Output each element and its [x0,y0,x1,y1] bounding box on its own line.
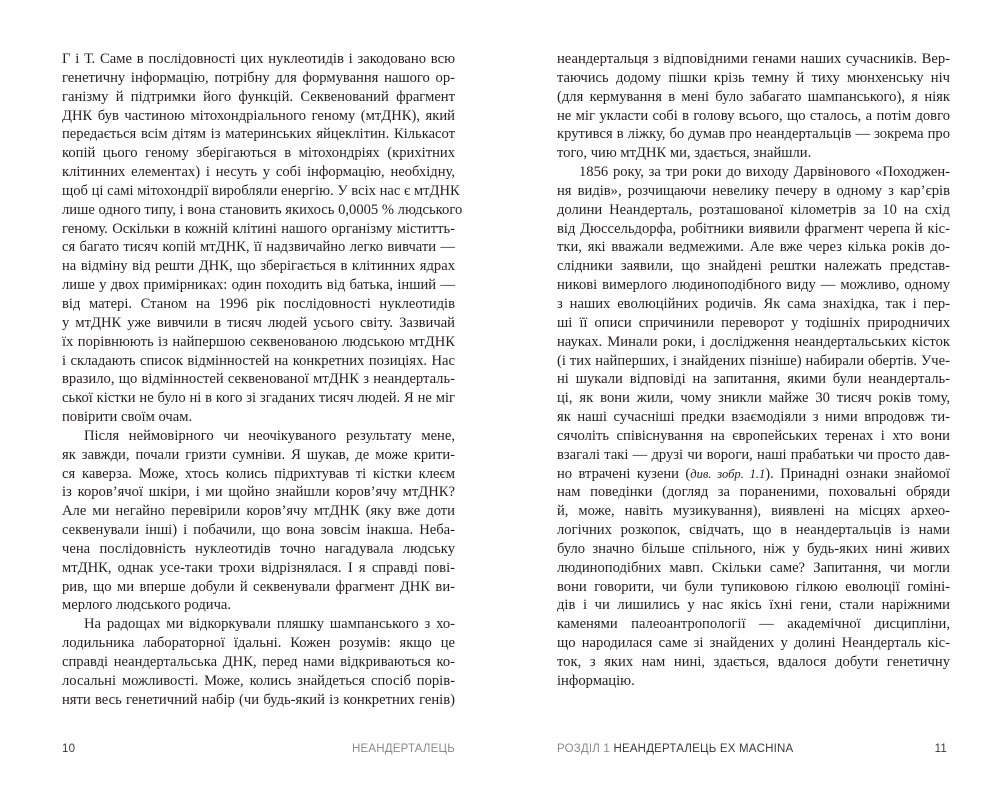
text-line: людиноподібних мавп. Скільки саме? Запитання, чи могли [557,559,950,576]
text-line: на відміну від решти ДНК, що зберігається в клітинних ядрах [62,258,455,275]
text-line: ДНК був частиною мітохондріального геному (мтДНК), який [62,107,455,124]
text-segment: ). Принадні ознаки знайомої [765,465,950,482]
text-line: ток, з яких нам нині, здається, вдалося добути генетичну [557,654,950,670]
text-line: у мтДНК уже вивчили в тисяч людей усього світу. Зазвичай [62,314,455,331]
paragraph [557,50,950,163]
text-line: слідники заявили, що знайдені рештки належать представ- [557,258,950,275]
text-line: няти весь генетичний набір (чи будь-який із конкретних генів) [62,691,455,708]
running-head: НЕАНДЕРТАЛЕЦЬ [351,743,455,755]
text-line: лодильника лабораторної їдальні. Кожен розумів: якщо це [62,635,455,652]
page-number: 11 [934,743,947,755]
text-line: долини Неандерталь, розташованої кілометрів за 10 на схід [557,201,950,218]
text-segment: но втрачені кузени ( [557,465,691,482]
text-line: вони говорити, чи були тупиковою гілкою еволюції гоміні- [557,578,950,595]
text-line: що народилася саме зі знайдених у долині Неандерталь кіс- [557,635,950,652]
text-line: нам поведінки (догляд за пораненими, поховальні обряди [557,484,950,501]
text-line: геному. Оскільки в кожній клітині нашого організму міститть- [62,220,455,237]
text-line: ня видів», розчищаючи невелику печеру в одному з кар’єрів [557,182,950,199]
text-line [557,465,950,484]
right-page-body [557,50,950,691]
text-line: таючись додому пішки крізь темну й тиху мюнхенську ніч [557,69,950,86]
figure-reference: див. зобр. 1.1 [690,466,766,481]
text-line: сячоліть співіснування на європейських теренах і хто вони [557,427,950,444]
text-line: чена послідовність нуклеотидів точно нагадувала людську [62,540,455,557]
text-line: як завжди, почали гризти сумніви. Я шукав, де може крити- [62,446,455,463]
paragraph [62,615,455,709]
text-line: взагалі такі — друзі чи вороги, наші прабатьки чи просто дав- [557,446,950,463]
text-line: клітинних елементах) і несуть у собі інформацію, необхідну, [62,164,455,181]
paragraph [62,427,455,615]
text-line: секвенували інші) і побачили, що вона зовсім інакша. Неба- [62,522,455,539]
text-line: На радощах ми відкоркували пляшку шампанського з хо- [84,616,455,633]
text-line: ші її описи спричинили переворот у тодішніх природничих [557,314,950,331]
text-line: ганізму й підтримки його функцій. Секвенований фрагмент [62,88,455,105]
text-line: науках. Минали роки, і дослідження неандертальських кісток [557,333,950,350]
text-line: мерлого людського родича. [62,597,232,614]
text-line: справді неандертальська ДНК, перед нами відкриваються ко- [62,654,455,670]
text-line: ні шукали відповіді на запитання, якими були неандерталь- [557,371,950,388]
text-line: лосальні можливості. Може, колись знайдеться спосіб порів- [62,672,455,689]
text-line: і складають список відмінностей на конкретних позиціях. Нас [62,352,455,369]
paragraph [62,50,463,427]
text-line: було значно більше спільного, ніж у будь-яких нині живих [557,540,950,557]
text-line: й, може, навіть музикування), виявлені на місцях археo- [557,503,950,520]
chapter-title: НЕАНДЕРТАЛЕЦЬ EX MACHINA [613,743,794,755]
text-line: від матері. Станом на 1996 рік послідовності нуклеотидів [62,295,455,312]
text-line: каменями палеоантропології — академічної дисципліни, [557,616,950,633]
text-line: не міг укласти собі в голову всього, що сталось, а потім довго [557,107,950,124]
text-line: з наших еволюційних родичів. Як сама знахідка, так і пер- [557,295,950,312]
text-line: Але ми негайно перевірили коров’ячу мтДНК (яку вже доти [62,503,455,520]
text-line: (і тих найперших, і знайдених пізніше) набирали обертів. Уче- [557,352,950,369]
text-line: тки, які вважали ведмежими. Але вже через кілька років до- [557,239,950,256]
text-line: ської кістки не було ні в кого зі згаданих тисяч людей. Я не міг [62,390,455,407]
text-line: дів і чи лишились у нас якісь їхні гени, стали наріжними [557,597,950,614]
text-line: вразило, що відмінностей секвенованої мтДНК з неандерталь- [62,371,455,388]
text-line: копій цього геному зберігаються в мітохондріях (крихітних [62,145,455,162]
text-line: ся багато тисяч копій мтДНК, її надзвичайно легко вивчати — [62,239,455,256]
paragraph [557,163,950,691]
text-line: ці, як вони жили, чому зникли майже 30 тисяч років тому, [557,390,950,407]
right-page [502,0,1005,786]
text-line: (для кермування в мені було забагато шампанського), я ніяк [557,88,950,105]
text-line: рив, що ми вперше добули й секвенували фрагмент ДНК ви- [62,578,455,595]
text-line: того, чию мтДНК ми, здається, знайшли. [557,145,812,162]
page-number: 10 [62,743,76,755]
text-line: лише у двох примірниках: один походить від батька, інший — [62,277,455,294]
text-line: никові вимерлого людиноподібного виду — можливо, одному [557,277,950,294]
text-line: крутився в ліжку, бо думав про неандертальців — зокрема про [557,126,950,143]
text-line: інформацію. [557,672,635,689]
text-line: логічних розкопок, свідчать, що в неандертальців із нами [557,522,950,539]
text-line: як наші сучасніші предки взаємодіяли з ними впродовж ти- [557,409,950,426]
text-line: Г і Т. Саме в послідовності цих нуклеотидів і закодовано всю [62,51,455,67]
text-line: їх порівнюють із найпершою секвенованою людською мтДНК [62,333,455,350]
text-line: мтДНК, однак усе-таки трохи відрізнялася. І я справді пові- [62,559,455,576]
text-line: передається всім дітям із материнських яйцеклітин. Кількасот [62,126,455,143]
text-line: неандертальця з відповідними генами наших сучасників. Вер- [557,51,950,67]
running-head [557,743,793,755]
chapter-label: РОЗДІЛ 1 [557,743,611,755]
text-line: ся каверза. Може, хтось колись підрихтував ті кістки клеєм [62,465,455,482]
text-line: із коров’ячої шкіри, і ми щойно знайшли коров’ячу мтДНК? [62,484,455,501]
left-page [0,0,502,786]
text-line: Після неймовірного чи неочікуваного результату мене, [84,427,455,444]
text-line: 1856 року, за три роки до виходу Дарвінового «Походжен- [579,164,950,181]
text-line: від Дюссельдорфа, робітники виявили фрагмент черепа й кіс- [557,220,950,237]
left-page-body [62,50,463,710]
text-line: щоб ці самі мітохондрії виробляли енергію. У всіх нас є мтДНК [62,182,460,199]
text-line: лише одного типу, і вона становить якихось 0,0005 % людського [62,201,463,218]
text-line: повірити своїм очам. [62,409,193,426]
text-line: генетичну інформацію, потрібну для формування нашого ор- [62,69,455,86]
